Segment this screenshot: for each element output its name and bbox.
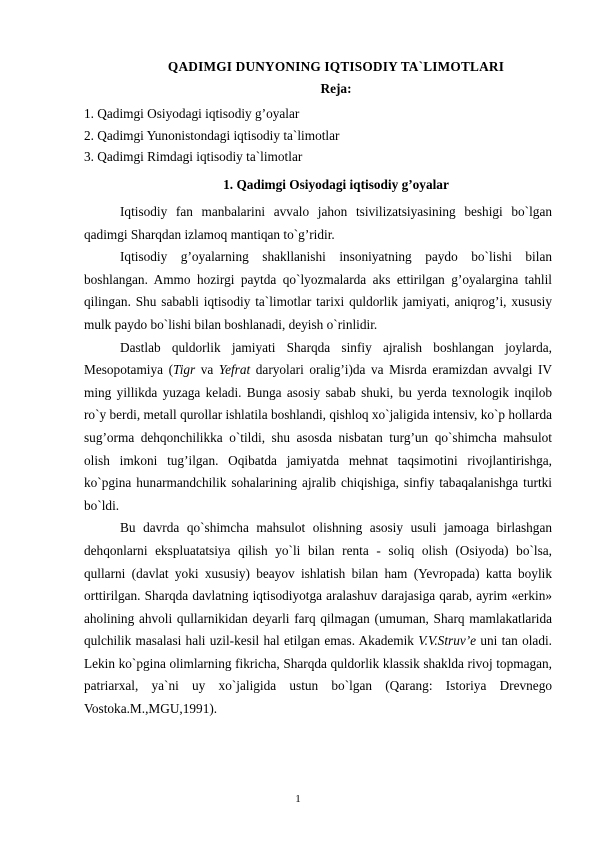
paragraph: Iqtisodiy g’oyalarning shakllanishi insoniyatning paydo bo`lishi bilan boshlangan. Ammo hozirgi paytda qo`lyozmalarda aks ettirilgan g’oyalargina tahlil qilingan. Shu sababli iqtisodiy ta`limotlar tarixi quldorlik jamiyati, aniqrog’i, xususiy mulk paydo bo`lishi bilan boshlanadi, deyish o`rinlidir. — [84, 249, 552, 332]
plan-list — [84, 103, 339, 168]
plan-item: 1. Qadimgi Osiyodagi iqtisodiy g’oyalar — [84, 106, 300, 121]
plan-item: 2. Qadimgi Yunonistondagi iqtisodiy ta`limotlar — [84, 127, 340, 143]
author-name: V.V.Struv’e — [418, 633, 477, 649]
paragraph-text: Dastlab quldorlik jamiyati Sharqda sinfiy ajralish boshlangan joylarda, Mesopotamiya ( — [84, 339, 552, 378]
plan-label: Reja: — [320, 81, 352, 96]
river-name-tigr: Tigr — [173, 362, 196, 378]
section-heading: 1. Qadimgi Osiyodagi iqtisodiy g’oyalar — [223, 177, 449, 192]
document-title: QADIMGI DUNYONING IQTISODIY TA`LIMOTLARI — [167, 59, 505, 74]
body-text — [84, 201, 552, 721]
paragraph-text: Bu davrda qo`shimcha mahsulot olishning asosiy usuli jamoaga birlashgan dehqonlarni ekspluatatsiya qilish yo`li bilan renta - soliq olish (Osiyoda) bo`lsa, qullarni (davlat yoki xususiy) beayov ishlatish bilan ham (Yevropada) katta boylik orttirilgan. Sharqda davlatning iqtisodiyotga aralashuv darajasiga qarab, ayrim «erkin» aholining ahvoli qullarnikidan deyarli farq qilmagan (umuman, Sharq mamlakatlarida qulchilik masalasi hali uzil-kesil hal etilgan emas. Akademik — [84, 520, 552, 649]
plan-item: 3. Qadimgi Rimdagi iqtisodiy ta`limotlar — [84, 149, 303, 164]
paragraph: Iqtisodiy fan manbalarini avvalo jahon tsivilizatsiyasining beshigi bo`lgan qadimgi Sharqdan izlamoq mantiqan to`g’ridir. — [84, 204, 552, 242]
river-name-yefrat: Yefrat — [218, 362, 251, 378]
paragraph-text: daryolari oralig’i)da va Misrda eramizdan avvalgi IV ming yillikda yuzaga keladi. Bunga asosiy sabab shuki, bu yerda texnologik inqilob ro`y berdi, metall qurollar ishlatila boshlandi, qishloq xo`jaligida intensiv, ko`p hollarda sug’orma dehqonchilikka o`tildi, shu asosda nisbatan turg’un qo`shimcha mahsulot olish imkoni tug’ilgan. Oqibatda jamiyatda mehnat taqsimotini rivojlantirishga, ko`pgina hunarmandchilik sohalarining ajralib chiqishiga, sinfiy tabaqalanishga turtki bo`ldi. — [84, 362, 553, 513]
paragraph-text: uni tan oladi. Lekin ko`pgina olimlarning fikricha, Sharqda quldorlik klassik shaklda rivoj topmagan, patriarxal, ya`ni uy xo`jaligida ustun bo`lgan (Qarang: Istoriya Drevnego Vostoka.M.,MGU,1991). — [84, 633, 552, 717]
paragraph — [84, 517, 552, 720]
page-number: 1 — [295, 793, 301, 805]
paragraph-text: va — [195, 362, 219, 378]
paragraph — [84, 337, 552, 518]
